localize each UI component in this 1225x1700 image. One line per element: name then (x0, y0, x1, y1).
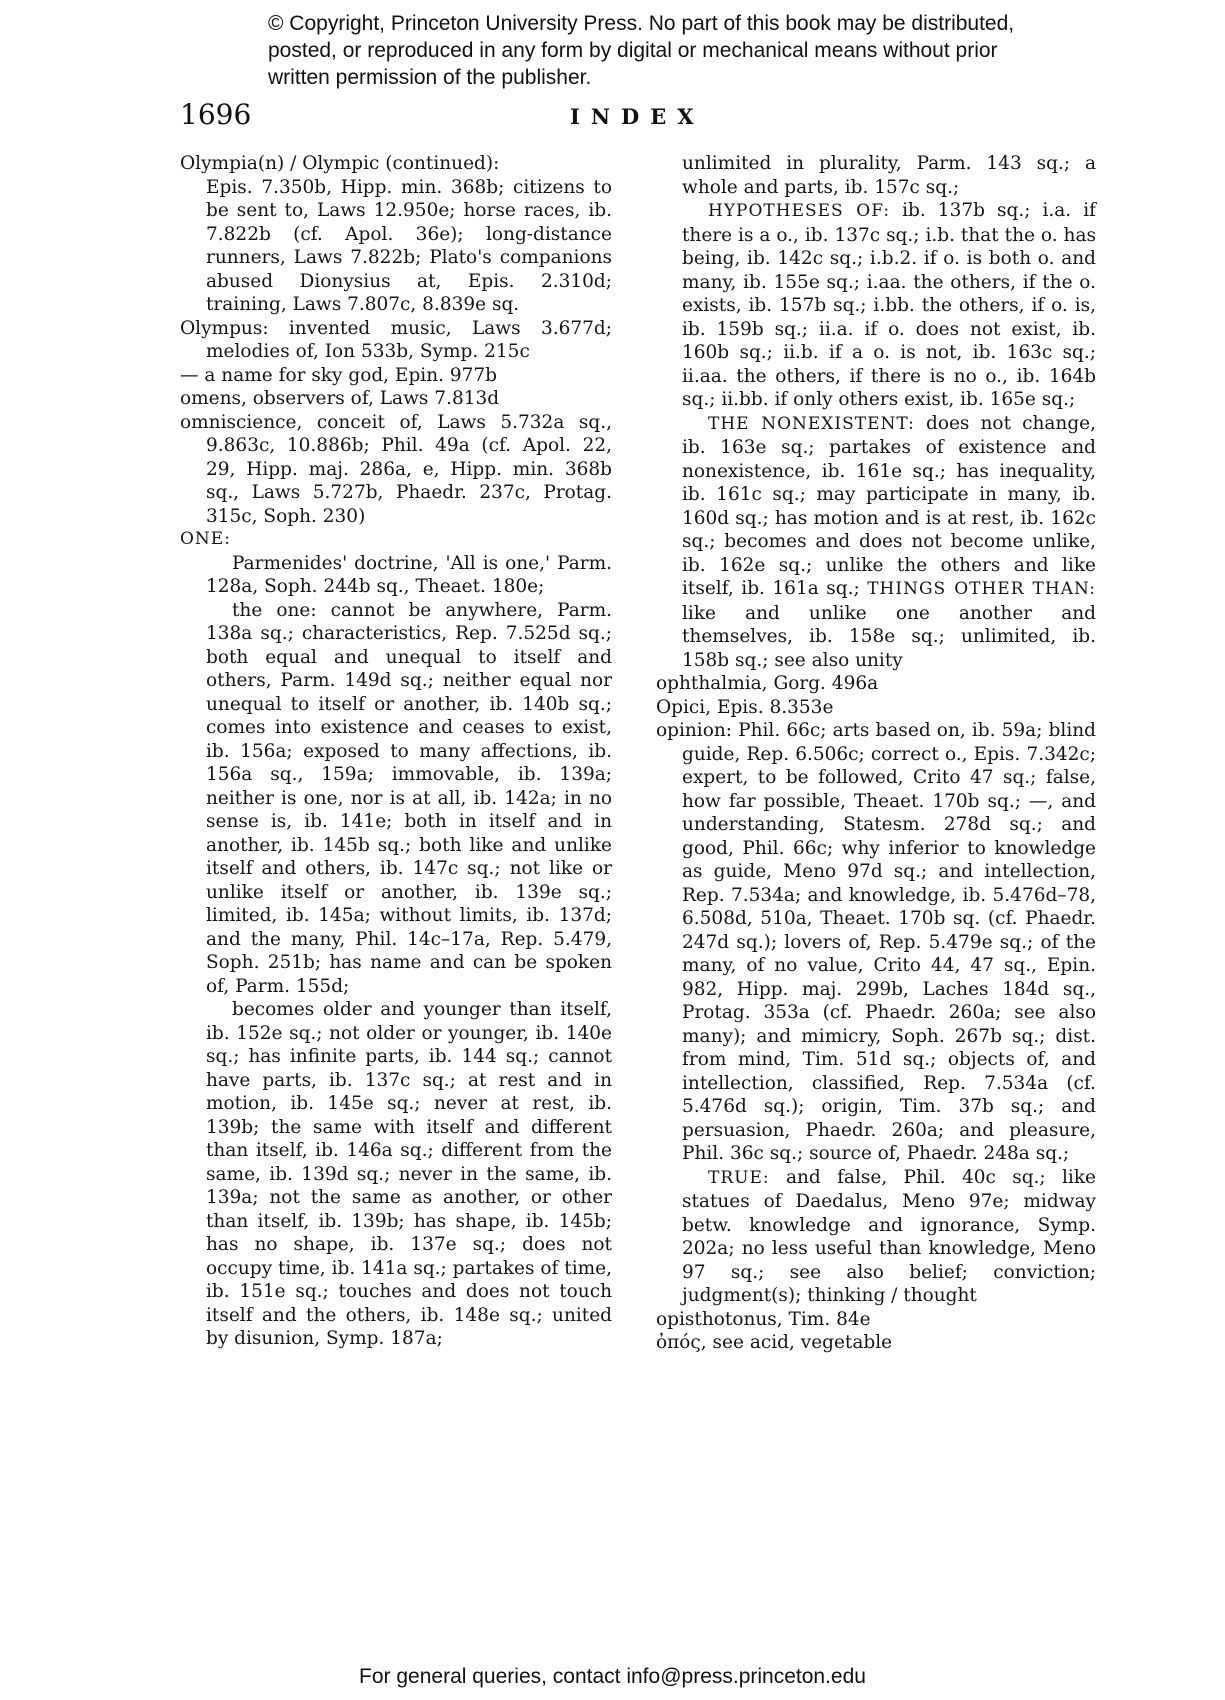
index-column-left (180, 152, 612, 1351)
index-entry-olympus: Olympus: invented music, Laws 3.677d; melodies of, Ion 533b, Symp. 215c (180, 317, 612, 362)
running-head: INDEX (570, 104, 705, 129)
index-entry-opinion: opinion: Phil. 66c; arts based on, ib. 59a; blind guide, Rep. 6.506c; correct o., Epis. 7.342c; expert, to be followed, Crito 47 sq.; false, how far possible, Theaet. 170b sq.; —, and understanding, Statesm. 278d sq.; and good, Phil. 66c; why inferior to knowledge as guide, Meno 97d sq.; and intellection, Rep. 7.534a; and knowledge, ib. 5.476d–78, 6.508d, 510a, Theaet. 170b sq. (cf. Phaedr. 247d sq.); lovers of, Rep. 5.479e sq.; of the many, of no value, Crito 44, 47 sq., Epin. 982, Hipp. maj. 299b, Laches 184d sq., Protag. 353a (cf. Phaedr. 260a; see also many); and mimicry, Soph. 267b sq.; dist. from mind, Tim. 51d sq.; objects of, and intellection, classified, Rep. 7.534a (cf. 5.476d sq.); origin, Tim. 37b sq.; and persuasion, Phaedr. 260a; and pleasure, Phil. 36c sq.; source of, Phaedr. 248a sq.; (656, 720, 1096, 1164)
one-parmenides: Parmenides' doctrine, 'All is one,' Parm. 128a, Soph. 244b sq., Theaet. 180e; (206, 552, 612, 597)
nonexistent-label: THE NONEXISTENT: (708, 413, 915, 434)
hypotheses-label: HYPOTHESES OF: (708, 201, 891, 221)
true-text: and false, Phil. 40c sq.; like statues of Daedalus, Meno 97e; midway betw. knowledge and ignorance, Symp. 202a; no less useful than knowledge, Meno 97 sq.; see also belief; conviction; judgment(s); thinking / thought (682, 1166, 1096, 1306)
page-number: 1696 (180, 98, 252, 131)
nonexistent-text: does not change, ib. 163e sq.; partakes of existence and nonexistence, ib. 161e sq.; has inequality, ib. 161c sq.; may participate in many, ib. 160d sq.; has motion and is at rest, ib. 162c sq.; becomes and does not become unlike, ib. 162e sq.; unlike the others and like itself, ib. 161a sq.; (682, 412, 1097, 599)
index-entry-olympus-sky: — a name for sky god, Epin. 977b (180, 364, 498, 386)
one-nonexistent (656, 412, 1096, 673)
index-entry-ophthalmia: ophthalmia, Gorg. 496a (656, 673, 879, 694)
olympia-body: Epis. 7.350b, Hipp. min. 368b; citizens to be sent to, Laws 12.950e; horse races, ib. 7.822b (cf. Apol. 36e); long-distance runners, Laws 7.822b; Plato's companions abused Dionysius at, Epis. 2.310d; training, Laws 7.807c, 8.839e sq. (206, 176, 612, 315)
olympia-head: Olympia(n) / Olympic (continued): (180, 153, 500, 174)
true-label: TRUE: (708, 1167, 770, 1188)
index-entry-olympia (180, 152, 612, 176)
one-hypotheses (656, 199, 1096, 412)
opinion-true (656, 1166, 1096, 1308)
one-becomes-older: becomes older and younger than itself, ib. 152e sq.; not older or younger, ib. 140e sq.; has infinite parts, ib. 144 sq.; cannot have parts, ib. 137c sq.; at rest and in motion, ib. 145e sq.; never at rest, ib. 139b; the same with itself and different than itself, ib. 146a sq.; different from the same, ib. 139d sq.; never in the same, ib. 139a; not the same as another, or other than itself, ib. 139b; has shape, ib. 145b; has no shape, ib. 137e sq.; does not occupy time, ib. 141a sq.; partakes of time, ib. 151e sq.; touches and does not touch itself and the others, ib. 148e sq.; united by disunion, Symp. 187a; (206, 999, 612, 1349)
index-entry-omens: omens, observers of, Laws 7.813d (180, 388, 500, 409)
one-the-one: the one: cannot be anywhere, Parm. 138a sq.; characteristics, Rep. 7.525d sq.; both equal and unequal to itself and others, Parm. 149d sq.; neither equal nor unequal to itself or another, ib. 140b sq.; comes into existence and ceases to exist, ib. 156a; exposed to many affections, ib. 156a sq., 159a; immovable, ib. 139a; neither is one, nor is at all, ib. 142a; in no sense is, ib. 141e; both in itself and in another, ib. 145b sq.; both like and unlike itself and others, ib. 147c sq.; not like or unlike itself or another, ib. 139e sq.; limited, ib. 145a; without limits, ib. 137d; and the many, Phil. 14c–17a, Rep. 5.479, Soph. 251b; has name and can be spoken of, Parm. 155d; (206, 599, 612, 997)
index-entry-opisthotonus: opisthotonus, Tim. 84e (656, 1308, 871, 1330)
one-unlimited: unlimited in plurality, Parm. 143 sq.; a whole and parts, ib. 157c sq.; (682, 153, 1096, 198)
copyright-notice: © Copyright, Princeton University Press. No part of this book may be distributed, posted, or reproduced in any form by digital or mechanical means without prior written permission of the publisher. (268, 12, 1015, 89)
index-entry-opos: ὀπός, see acid, vegetable (656, 1332, 893, 1353)
things-label: THINGS OTHER THAN: (867, 579, 1096, 599)
index-column-right (656, 152, 1096, 1355)
hypotheses-text: ib. 137b sq.; i.a. if there is a o., ib. 137c sq.; i.b. that the o. has being, ib. 142c sq.; i.b.2. if o. is both o. and many, ib. 155e sq.; i.aa. the others, if the o. exists, ib. 157b sq.; i.bb. the others, if o. is, ib. 159b sq.; ii.a. if o. does not exist, ib. 160b sq.; ii.b. if a o. is not, ib. 163c sq.; ii.aa. the others, if there is no o., ib. 164b sq.; ii.bb. if only others exist, ib. 165e sq.; (682, 200, 1096, 410)
things-text: like and unlike one another and themselves, ib. 158e sq.; unlimited, ib. 158b sq.; see also unity (682, 602, 1096, 671)
index-entry-opici: Opici, Epis. 8.353e (656, 696, 834, 718)
footer-contact: For general queries, contact info@press.princeton.edu (359, 1665, 866, 1688)
index-heading-one: ONE: (180, 529, 231, 549)
index-entry-omniscience: omniscience, conceit of, Laws 5.732a sq., 9.863c, 10.886b; Phil. 49a (cf. Apol. 22, 29, Hipp. maj. 286a, e, Hipp. min. 368b sq., Laws 5.727b, Phaedr. 237c, Protag. 315c, Soph. 230) (180, 411, 612, 527)
